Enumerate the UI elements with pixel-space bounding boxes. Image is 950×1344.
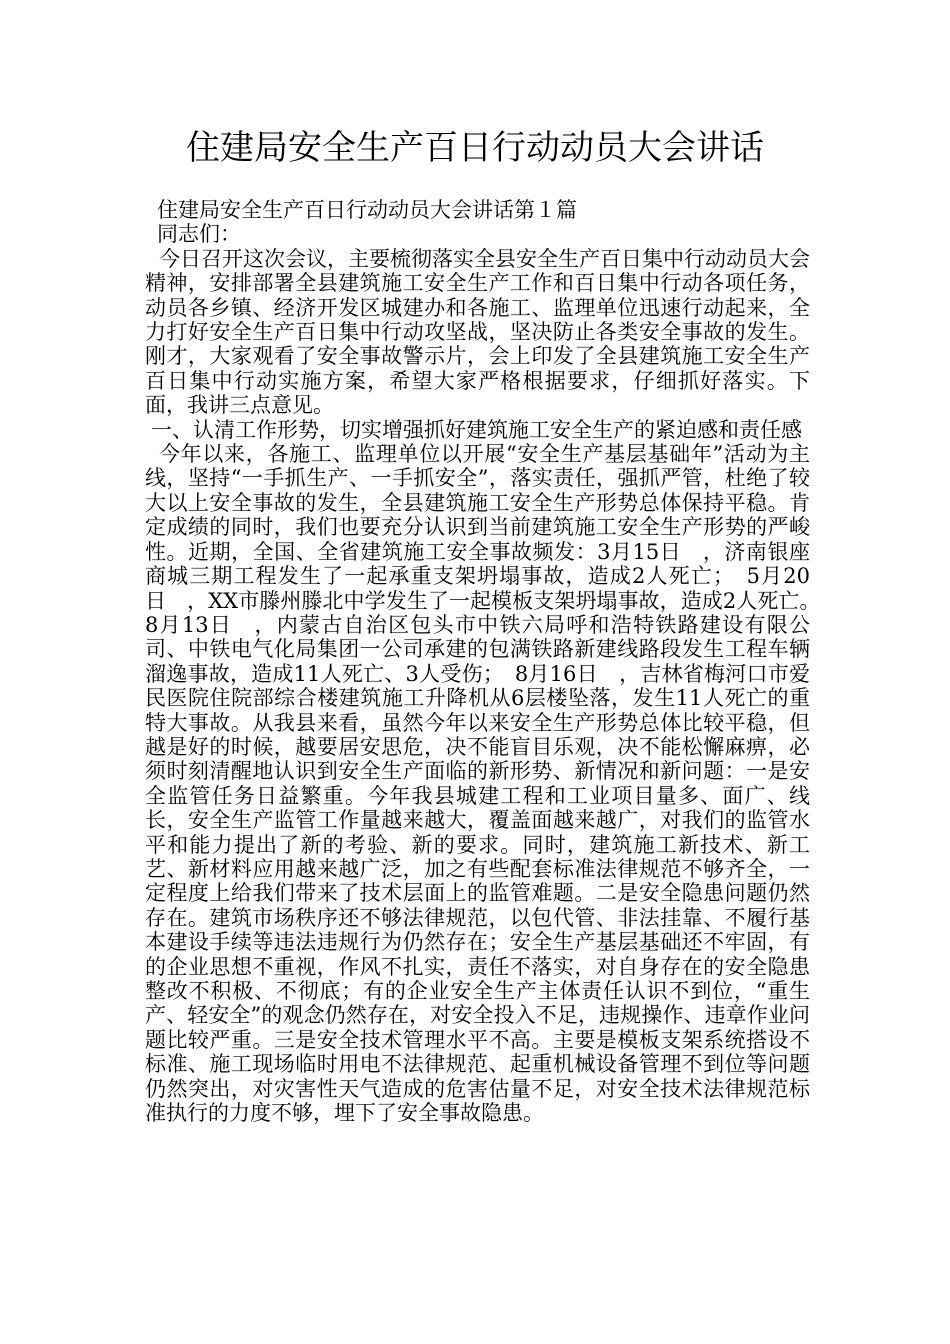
document-body bbox=[145, 198, 831, 1126]
salutation: 同志们： bbox=[157, 222, 241, 247]
paragraph-intro: 今日召开这次会议，主要梳彻落实全县安全生产百日集中行动动员大会精神，安排部署全县建筑施工安全生产工作和百日集中行动各项任务，动员各乡镇、经济开发区城建办和各施工、监理单位迅速行动起来，全力打好安全生产百日集中行动攻坚战，坚决防止各类安全事故的发生。刚才，大家观看了安全事故警示片，会上印发了全县建筑施工安全生产百日集中行动实施方案，希望大家严格根据要求，仔细抓好落实。下面，我讲三点意见。 bbox=[145, 246, 810, 418]
document-subtitle: 住建局安全生产百日行动动员大会讲话第１篇 bbox=[157, 198, 577, 222]
document-title: 住建局安全生产百日行动动员大会讲话 bbox=[186, 128, 764, 168]
section-heading-1: 一、认清工作形势，切实增强抓好建筑施工安全生产的紧迫感和责任感 bbox=[151, 417, 802, 442]
paragraph-situation: 今年以来，各施工、监理单位以开展“安全生产基层基础年”活动为主线，坚持“一手抓生产、一手抓安全”，落实责任，强抓严管，杜绝了较大以上安全事故的发生，全县建筑施工安全生产形势总体保持平稳。肯定成绩的同时，我们也要充分认识到当前建筑施工安全生产形势的严峻性。近期，全国、全省建筑施工安全事故频发：3月15日 ，济南银座商城三期工程发生了一起承重支架坍塌事故，造成2人死亡； 5月20日 ，XX市滕州滕北中学发生了一起模板支架坍塌事故，造成2人死亡。 8月13日 ，内蒙古自治区包头市中铁六局呼和浩特铁路建设有限公司、中铁电气化局集团一公司承建的包满铁路新建线路段发生工程车辆溜逸事故，造成11人死亡、3人受伤； 8月16日 ，吉林省梅河口市爱民医院住院部综合楼建筑施工升降机从6层楼坠落，发生11人死亡的重特大事故。从我县来看，虽然今年以来安全生产形势总体比较平稳，但越是好的时候，越要居安思危，决不能盲目乐观，决不能松懈麻痹，必须时刻清醒地认识到安全生产面临的新形势、新情况和新问题：一是安全监管任务日益繁重。今年我县城建工程和工业项目量多、面广、线长，安全生产监管工作量越来越大，覆盖面越来越广，对我们的监管水平和能力提出了新的考验、新的要求。同时，建筑施工新技术、新工艺、新材料应用越来越广泛，加之有些配套标准法律规范不够齐全，一定程度上给我们带来了技术层面上的监管难题。二是安全隐患问题仍然存在。建筑市场秩序还不够法律规范，以包代管、非法挂靠、不履行基本建设手续等违法违规行为仍然存在；安全生产基层基础还不牢固，有的企业思想不重视，作风不扎实，责任不落实，对自身存在的安全隐患整改不积极、不彻底；有的企业安全生产主体责任认识不到位，“重生产、轻安全”的观念仍然存在，对安全投入不足，违规操作、违章作业问题比较严重。三是安全技术管理水平不高。主要是模板支架系统搭设不标准、施工现场临时用电不法律规范、起重机械设备管理不到位等问题仍然突出，对灾害性天气造成的危害估量不足，对安全技术法律规范标准执行的力度不够，埋下了安全事故隐患。 bbox=[145, 442, 831, 1126]
